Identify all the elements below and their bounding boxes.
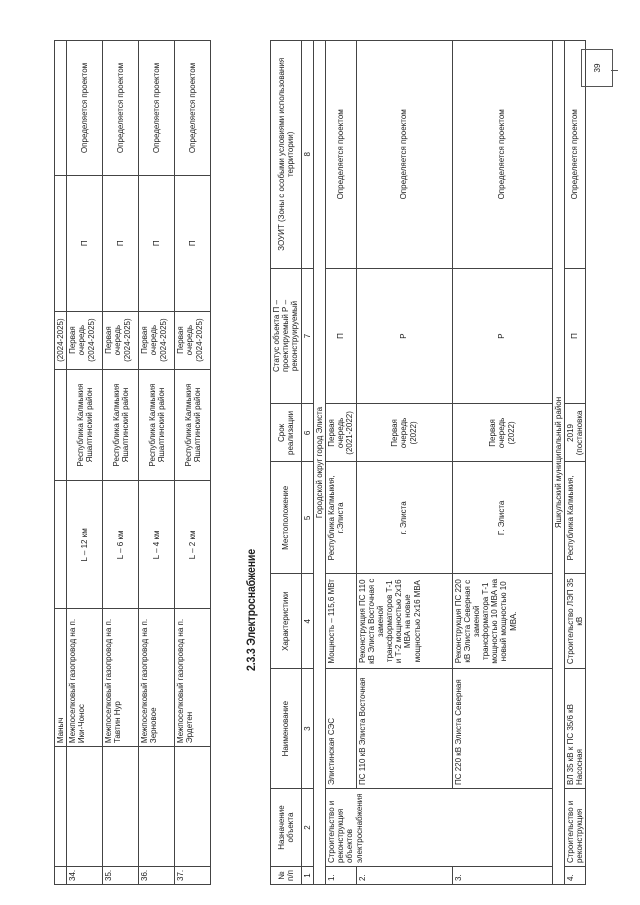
row-status: П bbox=[325, 268, 356, 404]
row-term: Первая очередь (2022) bbox=[356, 404, 452, 462]
cell-col2 bbox=[55, 747, 67, 867]
cell-col2 bbox=[67, 747, 103, 867]
row-purpose: Строительство и реконструкция объектов электроснабжения bbox=[325, 789, 552, 867]
row-zouit: Определяется проектом bbox=[452, 41, 552, 269]
table-row bbox=[175, 41, 211, 885]
row-name: ВЛ 35 кВ к ПС 35/6 кВ Насосная bbox=[564, 669, 585, 789]
gas-pipeline-table bbox=[54, 40, 211, 885]
cell-col6: Первая очередь (2024-2025) bbox=[103, 311, 139, 369]
cell-col4: L – 4 км bbox=[139, 481, 175, 609]
row-location: Республика Калмыкия, г.Элиста bbox=[325, 462, 356, 574]
cell-col7: П bbox=[67, 175, 103, 311]
row-characteristics: Строительство ЛЭП 35 кВ bbox=[564, 574, 585, 669]
cell-col7 bbox=[55, 175, 67, 311]
header-number: 4 bbox=[301, 574, 313, 669]
row-num: 2. bbox=[356, 867, 452, 885]
cell-num: 37. bbox=[175, 866, 211, 884]
row-num: 4. bbox=[564, 867, 585, 885]
row-location: г. Элиста bbox=[356, 462, 452, 574]
header-number: 1 bbox=[301, 867, 313, 885]
cell-col8: Определяется проектом bbox=[67, 41, 103, 176]
cell-col2 bbox=[139, 747, 175, 867]
cell-col6: Первая очередь (2024-2025) bbox=[175, 311, 211, 369]
cell-col3: Межпоселковый газопровод на п. Эрдетен bbox=[175, 609, 211, 747]
cell-col8 bbox=[55, 41, 67, 176]
cell-col6: Первая очередь (2024-2025) bbox=[139, 311, 175, 369]
table-row bbox=[139, 41, 175, 885]
header-number: 2 bbox=[301, 789, 313, 867]
table-row bbox=[55, 41, 67, 885]
power-supply-table bbox=[270, 40, 586, 885]
header-location: Местоположение bbox=[271, 462, 302, 574]
cell-col8: Определяется проектом bbox=[139, 41, 175, 176]
cell-col2 bbox=[175, 747, 211, 867]
row-term: 2019 (постановка bbox=[564, 404, 585, 462]
cell-col7: П bbox=[103, 175, 139, 311]
header-number-row bbox=[301, 41, 313, 885]
cell-col8: Определяется проектом bbox=[175, 41, 211, 176]
cell-col4 bbox=[55, 481, 67, 609]
row-num: 1. bbox=[325, 867, 356, 885]
cell-col4: L – 12 км bbox=[67, 481, 103, 609]
cell-col7: П bbox=[139, 175, 175, 311]
table-row bbox=[103, 41, 139, 885]
cell-col7: П bbox=[175, 175, 211, 311]
gas-pipeline-table-body bbox=[55, 41, 211, 885]
cell-num: 34. bbox=[67, 866, 103, 884]
header-num: № п/п bbox=[271, 867, 302, 885]
row-characteristics: Мощность – 115,6 МВт bbox=[325, 574, 356, 669]
header-purpose: Назначение объекта bbox=[271, 789, 302, 867]
table-row bbox=[325, 41, 356, 885]
row-purpose: Строительство и реконструкция bbox=[564, 789, 585, 867]
cell-num bbox=[55, 866, 67, 884]
cell-col2 bbox=[103, 747, 139, 867]
row-status: Р bbox=[356, 268, 452, 404]
cell-col5 bbox=[55, 369, 67, 481]
header-characteristics: Характеристики bbox=[271, 574, 302, 669]
table-row bbox=[67, 41, 103, 885]
row-zouit: Определяется проектом bbox=[564, 41, 585, 269]
row-zouit: Определяется проектом bbox=[356, 41, 452, 269]
row-term: Первая очередь (2021-2022) bbox=[325, 404, 356, 462]
cell-col3: Маныч bbox=[55, 609, 67, 747]
page-number-tick bbox=[611, 70, 618, 71]
row-status: Р bbox=[452, 268, 552, 404]
cell-col3: Межпоселковый газопровод на п. Тавтин Нур bbox=[103, 609, 139, 747]
row-characteristics: Реконструкция ПС 110 кВ Элиста Восточная с заменой трансформаторов Т-1 и Т-2 мощностью 2х16 МВА на новые мощностью 2х16 МВА bbox=[356, 574, 452, 669]
cell-col5: Республика Калмыкия Яшалтинский район bbox=[139, 369, 175, 481]
header-number: 3 bbox=[301, 669, 313, 789]
table-row bbox=[452, 41, 552, 885]
header-row bbox=[271, 41, 302, 885]
cell-col4: L – 6 км bbox=[103, 481, 139, 609]
cell-num: 35. bbox=[103, 866, 139, 884]
page-number: 39 bbox=[581, 49, 613, 87]
group-row bbox=[552, 41, 564, 885]
group-row bbox=[313, 41, 325, 885]
cell-col8: Определяется проектом bbox=[103, 41, 139, 176]
header-zouit: ЗОУИТ (Зоны с особыми условиями использования территории) bbox=[271, 41, 302, 269]
group-title: Городской округ город Элиста bbox=[313, 41, 325, 885]
row-characteristics: Реконструкция ПС 220 кВ Элиста Северная с заменой трансформатора Т-1 мощностью 10 МВА на новый мощностью 10 МВА. bbox=[452, 574, 552, 669]
row-location: Республика Калмыкия, bbox=[564, 462, 585, 574]
row-num: 3. bbox=[452, 867, 552, 885]
header-term: Срок реализации bbox=[271, 404, 302, 462]
row-name: ПС 110 кВ Элиста Восточная bbox=[356, 669, 452, 789]
group-title: Яшкульский муниципальный район bbox=[552, 41, 564, 885]
table-row bbox=[356, 41, 452, 885]
row-zouit: Определяется проектом bbox=[325, 41, 356, 269]
cell-col6: (2024-2025) bbox=[55, 311, 67, 369]
cell-col6: Первая очередь (2024-2025) bbox=[67, 311, 103, 369]
header-status: Статус объекта П – проектируемый Р – реконструируемый bbox=[271, 268, 302, 404]
cell-col5: Республика Калмыкия Яшалтинский район bbox=[175, 369, 211, 481]
header-number: 7 bbox=[301, 268, 313, 404]
row-location: Г. Элиста bbox=[452, 462, 552, 574]
header-number: 8 bbox=[301, 41, 313, 269]
cell-col4: L – 2 км bbox=[175, 481, 211, 609]
cell-col5: Республика Калмыкия Яшалтинский район bbox=[103, 369, 139, 481]
cell-col3: Межпоселковый газопровод на п. Зерновое bbox=[139, 609, 175, 747]
row-term: Первая очередь (2022) bbox=[452, 404, 552, 462]
cell-col3: Межпоселковый газопровод на п. Ики-Чонос bbox=[67, 609, 103, 747]
header-number: 5 bbox=[301, 462, 313, 574]
row-name: Элистинская СЭС bbox=[325, 669, 356, 789]
section-title: 2.3.3 Электроснабжение bbox=[244, 549, 258, 671]
row-status: П bbox=[564, 268, 585, 404]
cell-num: 36. bbox=[139, 866, 175, 884]
cell-col5: Республика Калмыкия Яшалтинский район bbox=[67, 369, 103, 481]
table-row bbox=[564, 41, 585, 885]
header-name: Наименование bbox=[271, 669, 302, 789]
header-number: 6 bbox=[301, 404, 313, 462]
row-name: ПС 220 кВ Элиста Северная bbox=[452, 669, 552, 789]
